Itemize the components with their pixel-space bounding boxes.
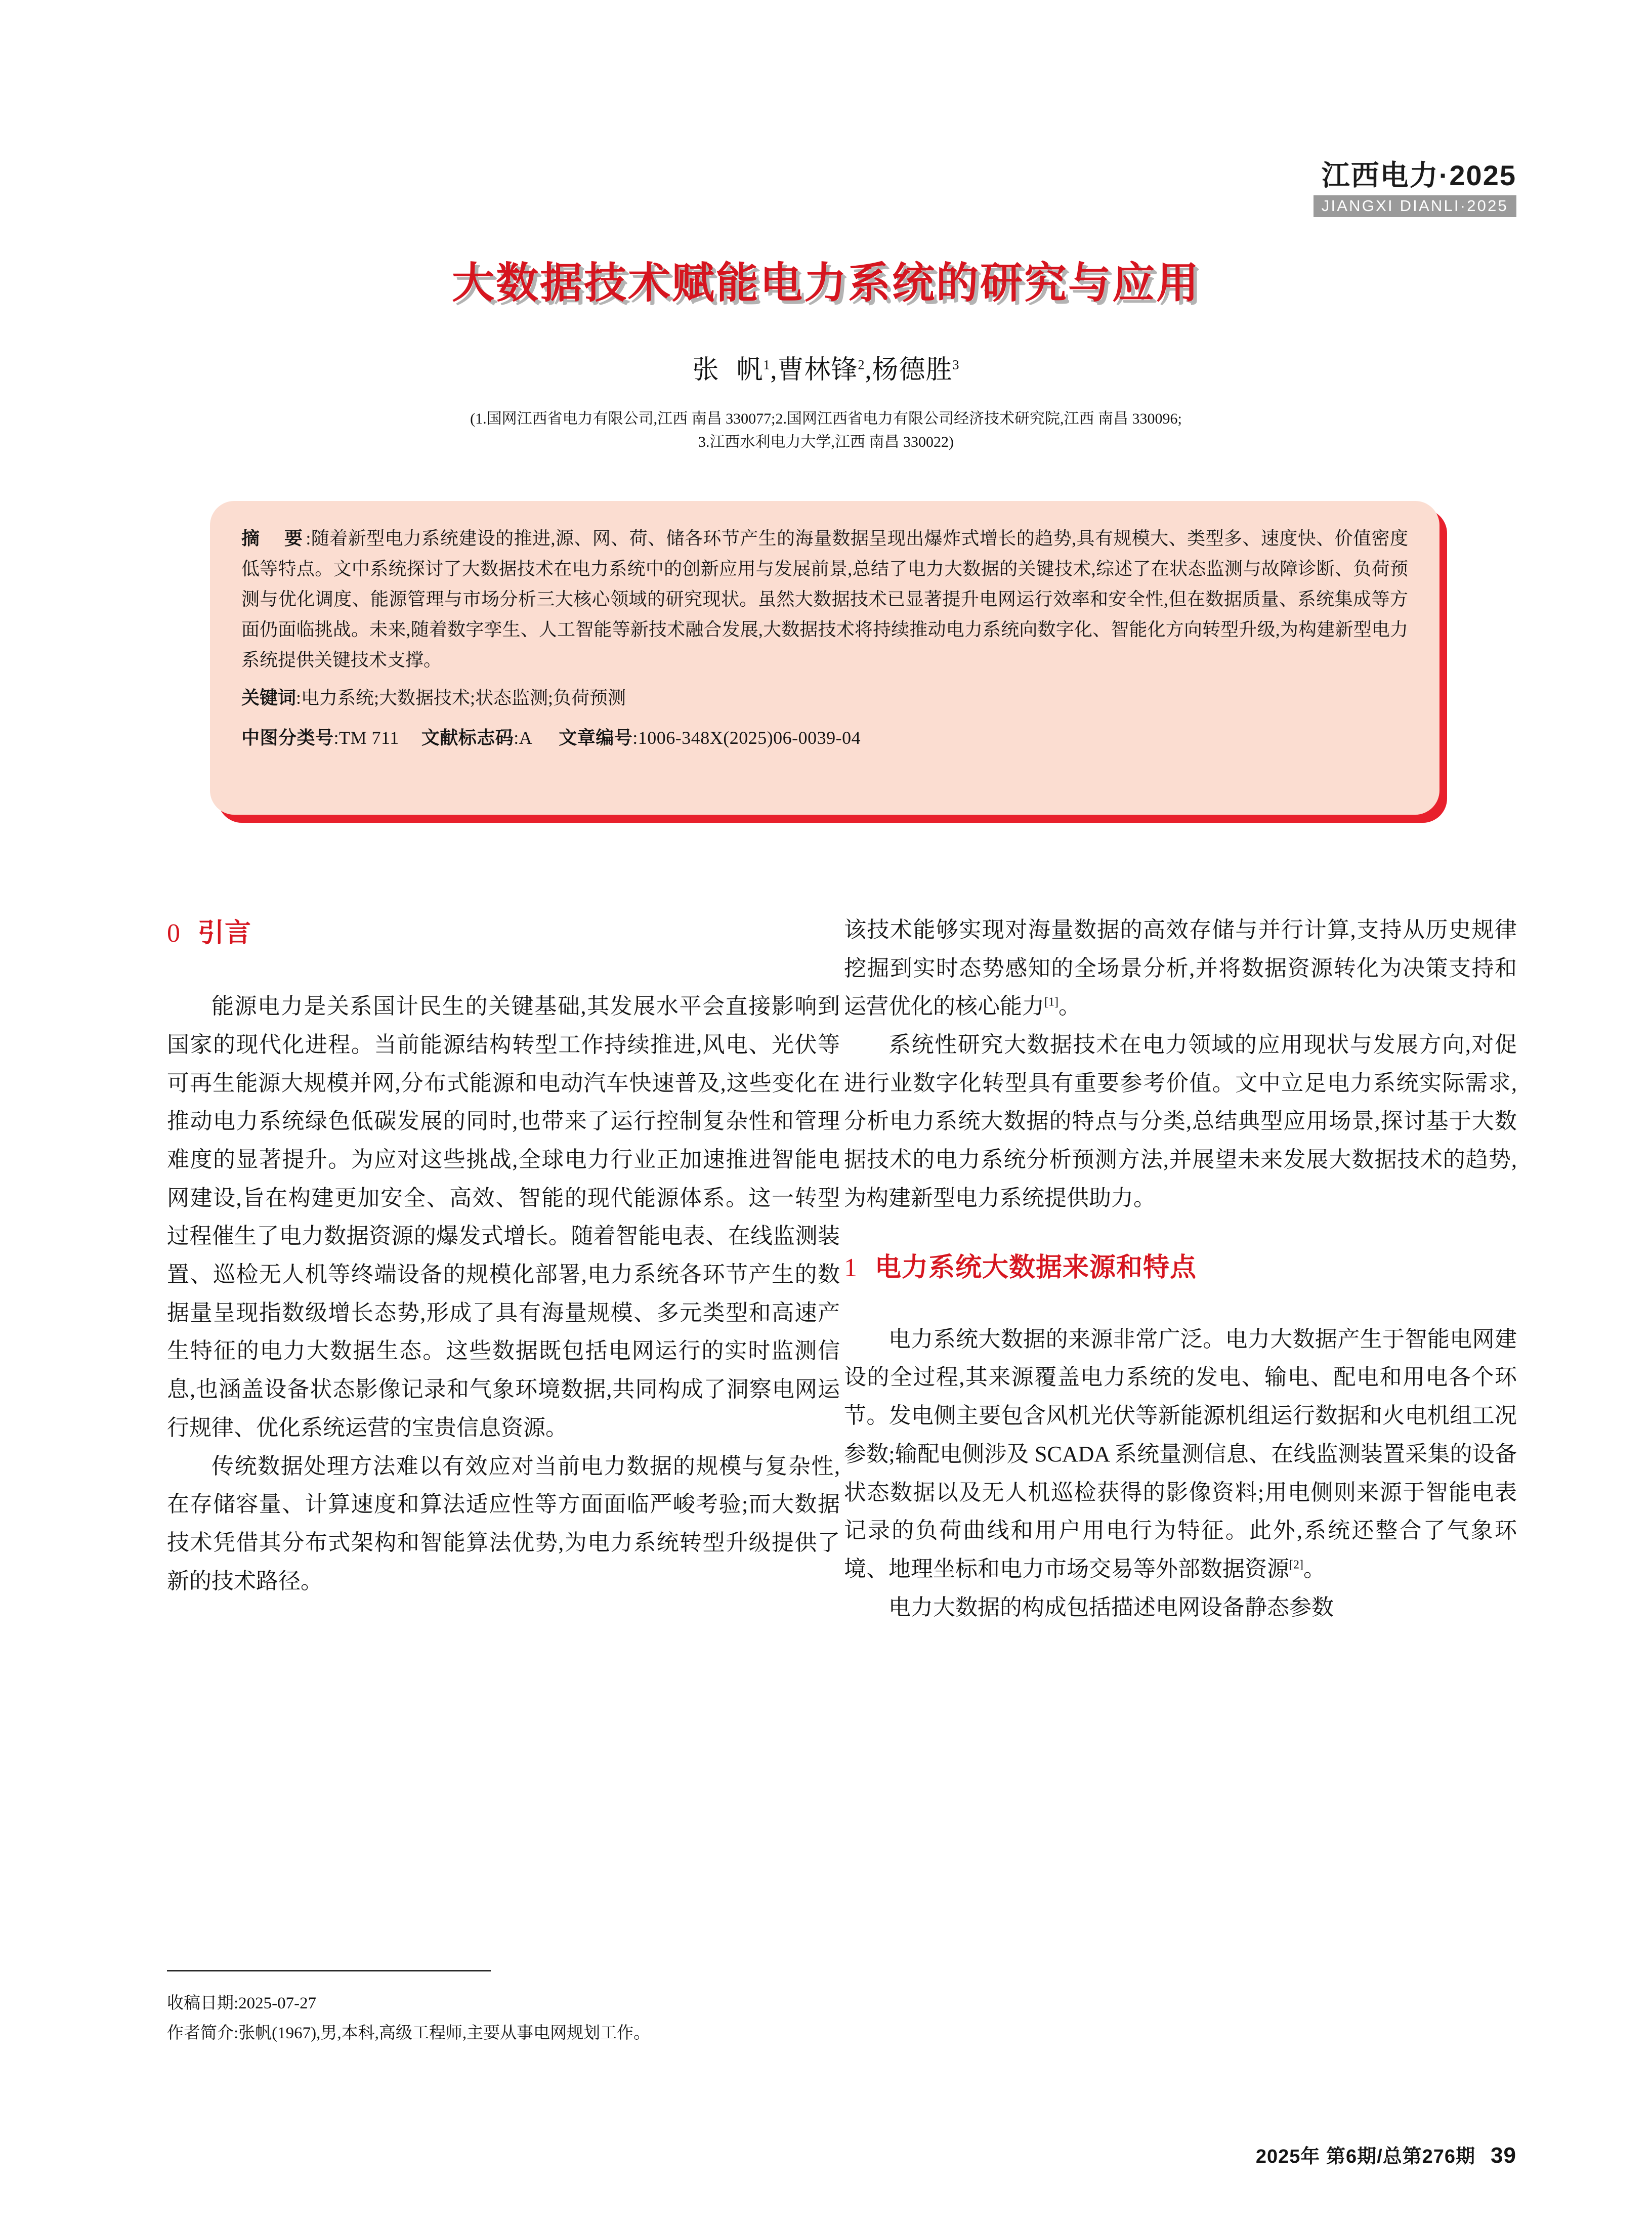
- paragraph: 系统性研究大数据技术在电力领域的应用现状与发展方向,对促进行业数字化转型具有重要参考价值。文中立足电力系统实际需求,分析电力系统大数据的特点与分类,总结典型应用场景,探讨基于大数据技术的电力系统分析预测方法,并展望未来发展大数据技术的趋势,为构建新型电力系统提供助力。: [844, 1032, 1517, 1210]
- author-2-name: 曹林锋: [777, 356, 858, 385]
- affiliation-line-1: (1.国网江西省电力有限公司,江西 南昌 330077;2.国网江西省电力有限公司经济技术研究院,江西 南昌 330096;: [470, 410, 1182, 427]
- clc-label: 中图分类号: [241, 728, 334, 748]
- section-heading-0: [167, 911, 840, 956]
- author-1-given: 帆: [736, 356, 764, 385]
- affiliation-line-2: 3.江西水利电力大学,江西 南昌 330022): [698, 433, 954, 450]
- received-date-label: 收稿日期: [167, 1994, 234, 2012]
- author-3-name: 杨德胜: [872, 356, 953, 385]
- abstract-label: 摘 要: [241, 528, 306, 549]
- masthead-title-cn: 江西电力·2025: [1321, 159, 1516, 191]
- author-sep-1: ,: [770, 356, 778, 385]
- author-1-affil-marker: 1: [763, 357, 771, 372]
- paragraph-period: 。: [1058, 994, 1081, 1019]
- abstract-text: 随着新型电力系统建设的推进,源、网、荷、储各环节产生的海量数据呈现出爆炸式增长的趋势,具有规模大、类型多、速度快、价值密度低等特点。文中系统探讨了大数据技术在电力系统中的创新应用与发展前景,总结了电力大数据的关键技术,综述了在状态监测与故障诊断、负荷预测与优化调度、能源管理与市场分析三大核心领域的研究现状。虽然大数据技术已显著提升电网运行效率和安全性,但在数据质量、系统集成等方面仍面临挑战。未来,随着数字孪生、人工智能等新技术融合发展,大数据技术将持续推动电力系统向数字化、智能化方向转型升级,为构建新型电力系统提供关键技术支撑。: [241, 528, 1408, 670]
- page-title: 大数据技术赋能电力系统的研究与应用: [451, 259, 1200, 307]
- issue-info: 2025年 第6期/总第276期: [1255, 2146, 1476, 2167]
- author-1-surname: 张: [692, 356, 719, 385]
- author-2-affil-marker: 2: [858, 357, 865, 372]
- paragraph: 传统数据处理方法难以有效应对当前电力数据的规模与复杂性,在存储容量、计算速度和算法适应性等方面面临严峻考验;而大数据技术凭借其分布式架构和智能算法优势,为电力系统转型升级提供了新的技术路径。: [167, 1453, 840, 1593]
- affiliation-block: [0, 407, 1652, 453]
- citation-ref-1: [1]: [1044, 995, 1058, 1009]
- paragraph: 能源电力是关系国计民生的关键基础,其发展水平会直接影响到国家的现代化进程。当前能源结构转型工作持续推进,风电、光伏等可再生能源大规模并网,分布式能源和电动汽车快速普及,这些变化在推动电力系统绿色低碳发展的同时,也带来了运行控制复杂性和管理难度的显著提升。为应对这些挑战,全球电力行业正加速推进智能电网建设,旨在构建更加安全、高效、智能的现代能源体系。这一转型过程催生了电力数据资源的爆发式增长。随着智能电表、在线监测装置、巡检无人机等终端设备的规模化部署,电力系统各环节产生的数据量呈现指数级增长态势,形成了具有海量规模、多元类型和高速产生特征的电力大数据生态。这些数据既包括电网运行的实时监测信息,也涵盖设备状态影像记录和气象环境数据,共同构成了洞察电网运行规律、优化系统运营的宝贵信息资源。: [167, 994, 840, 1440]
- author-list: [0, 348, 1652, 386]
- doctype-label: 文献标志码: [421, 728, 514, 748]
- paragraph: 电力大数据的构成包括描述电网设备静态参数: [888, 1594, 1334, 1620]
- abstract-card: [210, 501, 1439, 815]
- author-sep-2: ,: [865, 356, 872, 385]
- keywords-label: 关键词: [241, 687, 296, 708]
- section-1-title: 电力系统大数据来源和特点: [875, 1253, 1197, 1283]
- author-bio-label: 作者简介: [167, 2024, 234, 2042]
- author-3-affil-marker: 3: [952, 357, 960, 372]
- article-id-value: :1006-348X(2025)06-0039-04: [632, 728, 861, 748]
- article-id-label: 文章编号: [559, 728, 633, 748]
- paragraph-text: 该技术能够实现对海量数据的高效存储与并行计算,支持从历史规律挖掘到实时态势感知的全场景分析,并将数据资源转化为决策支持和运营优化的核心能力: [844, 917, 1517, 1019]
- clc-value: :TM 711: [333, 728, 399, 748]
- paragraph: [844, 911, 1517, 1026]
- masthead-title-en: JIANGXI DIANLI·2025: [1314, 195, 1516, 217]
- keywords-line: [241, 684, 1408, 713]
- masthead: [1061, 161, 1516, 217]
- section-1-number: 1: [844, 1253, 858, 1283]
- section-0-number: 0: [167, 919, 181, 948]
- abstract-paragraph: [241, 523, 1408, 676]
- classification-line: [241, 724, 1408, 749]
- paragraph: [844, 1320, 1517, 1588]
- body-column-left: [167, 911, 840, 1600]
- doctype-value: :A: [514, 728, 533, 748]
- paragraph-text: 电力系统大数据的来源非常广泛。电力大数据产生于智能电网建设的全过程,其来源覆盖电力系统的发电、输电、配电和用电各个环节。发电侧主要包含风机光伏等新能源机组运行数据和火电机组工况参数;输配电侧涉及 SCADA 系统量测信息、在线监测装置采集的设备状态数据以及无人机巡检获得的影像资料;用电侧则来源于智能电表记录的负荷曲线和用户用电行为特征。此外,系统还整合了气象环境、地理坐标和电力市场交易等外部数据资源: [844, 1326, 1517, 1581]
- footnote-divider: [167, 1970, 491, 1971]
- citation-ref-2: [2]: [1289, 1558, 1303, 1572]
- keywords-values: :电力系统;大数据技术;状态监测;负荷预测: [296, 687, 626, 708]
- author-bio-value: :张帆(1967),男,本科,高级工程师,主要从事电网规划工作。: [234, 2024, 651, 2042]
- author-bio-line: [167, 2019, 1230, 2048]
- masthead-band: [1061, 195, 1516, 217]
- received-date-line: [167, 1989, 1230, 2019]
- abstract-colon: :: [306, 528, 311, 549]
- page-footer: [1256, 2140, 1516, 2168]
- section-0-title: 引言: [198, 918, 252, 948]
- body-column-right: [844, 911, 1517, 1626]
- received-date-value: :2025-07-27: [234, 1994, 317, 2012]
- page-number: 39: [1491, 2143, 1516, 2168]
- section-heading-1: [844, 1245, 1517, 1290]
- footnote-block: [167, 1989, 1230, 2048]
- paragraph-period: 。: [1303, 1556, 1326, 1581]
